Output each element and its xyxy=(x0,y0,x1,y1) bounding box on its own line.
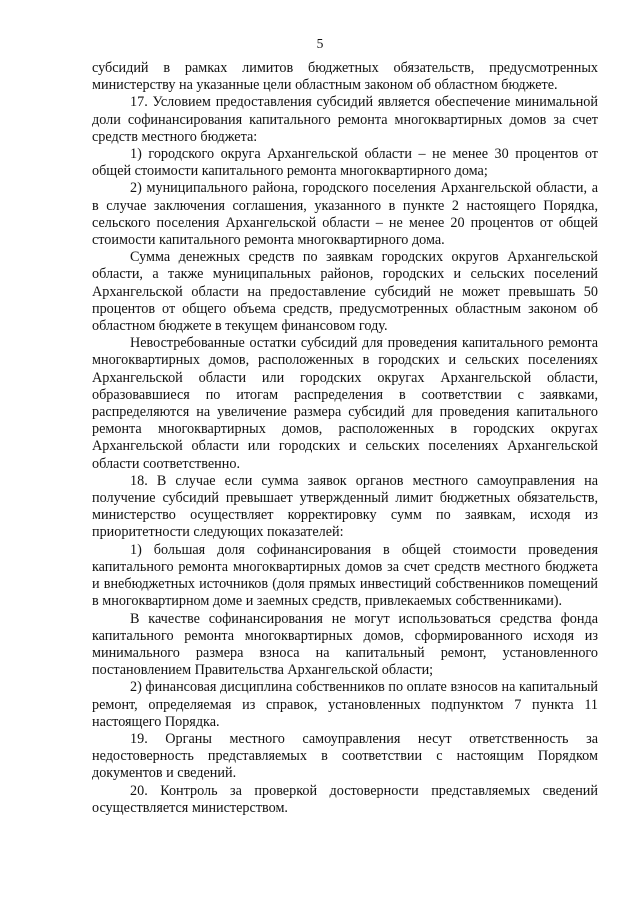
paragraph-item-17: 17. Условием предоставления субсидий является обеспечение минимальной доли софинансирования капитального ремонта многоквартирных домов за счет средств местного бюджета: xyxy=(92,94,598,145)
document-body xyxy=(92,60,598,817)
paragraph-subitem-17-1: 1) городского округа Архангельской области – не менее 30 процентов от общей стоимости капитального ремонта многоквартирного дома; xyxy=(92,146,598,180)
paragraph-item-19: 19. Органы местного самоуправления несут ответственность за недостоверность представляемых в соответствии с настоящим Порядком документов и сведений. xyxy=(92,730,598,782)
paragraph-subitem-18-1: 1) большая доля софинансирования в общей стоимости проведения капитального ремонта многоквартирных домов за счет средств местного бюджета и внебюджетных источников (доля прямых инвестиций собственников помещений в многоквартирном доме и заемных средств, привлекаемых собственниками). xyxy=(92,541,598,610)
paragraph-cofinancing-note: В качестве софинансирования не могут использоваться средства фонда капитального ремонта многоквартирных домов, сформированного исходя из минимального размера взноса на капитальный ремонт, установленного постановлением Правительства Архангельской области; xyxy=(92,610,598,679)
paragraph-subitem-18-2: 2) финансовая дисциплина собственников по оплате взносов на капитальный ремонт, определяемая из справок, установленных подпунктом 7 пункта 11 настоящего Порядка. xyxy=(92,679,598,730)
paragraph-continuation: субсидий в рамках лимитов бюджетных обязательств, предусмотренных министерству на указанные цели областным законом об областном бюджете. xyxy=(92,60,598,94)
paragraph-subitem-17-2: 2) муниципального района, городского поселения Архангельской области, а в случае заключения соглашения, указанного в пункте 2 настоящего Порядка, сельского поселения Архангельской области – не менее 20 процентов от общей стоимости капитального ремонта многоквартирного дома. xyxy=(92,180,598,249)
paragraph-item-20: 20. Контроль за проверкой достоверности представляемых сведений осуществляется министерством. xyxy=(92,782,598,816)
page-number: 5 xyxy=(316,36,324,51)
paragraph-unused-balances: Невостребованные остатки субсидий для проведения капитального ремонта многоквартирных домов, расположенных в городских и сельских поселениях Архангельской области или городских округах Архангельской области, образовавшиеся по итогам распределения в соответствии с заявками, распределяются на увеличение размера субсидий для проведения капитального ремонта многоквартирных домов, расположенных в городских округах Архангельской области или городских и сельских поселениях Архангельской области соответственно. xyxy=(92,335,598,472)
paragraph-funding-limit: Сумма денежных средств по заявкам городских округов Архангельской области, а также муниципальных районов, городских и сельских поселений Архангельской области на предоставление субсидий не может превышать 50 процентов от общего объема средств, предусмотренных областным законом об областном бюджете в текущем финансовом году. xyxy=(92,249,598,335)
paragraph-item-18: 18. В случае если сумма заявок органов местного самоуправления на получение субсидий превышает утвержденный лимит бюджетных обязательств, министерство осуществляет корректировку сумм по заявкам, исходя из приоритетности следующих показателей: xyxy=(92,472,598,541)
